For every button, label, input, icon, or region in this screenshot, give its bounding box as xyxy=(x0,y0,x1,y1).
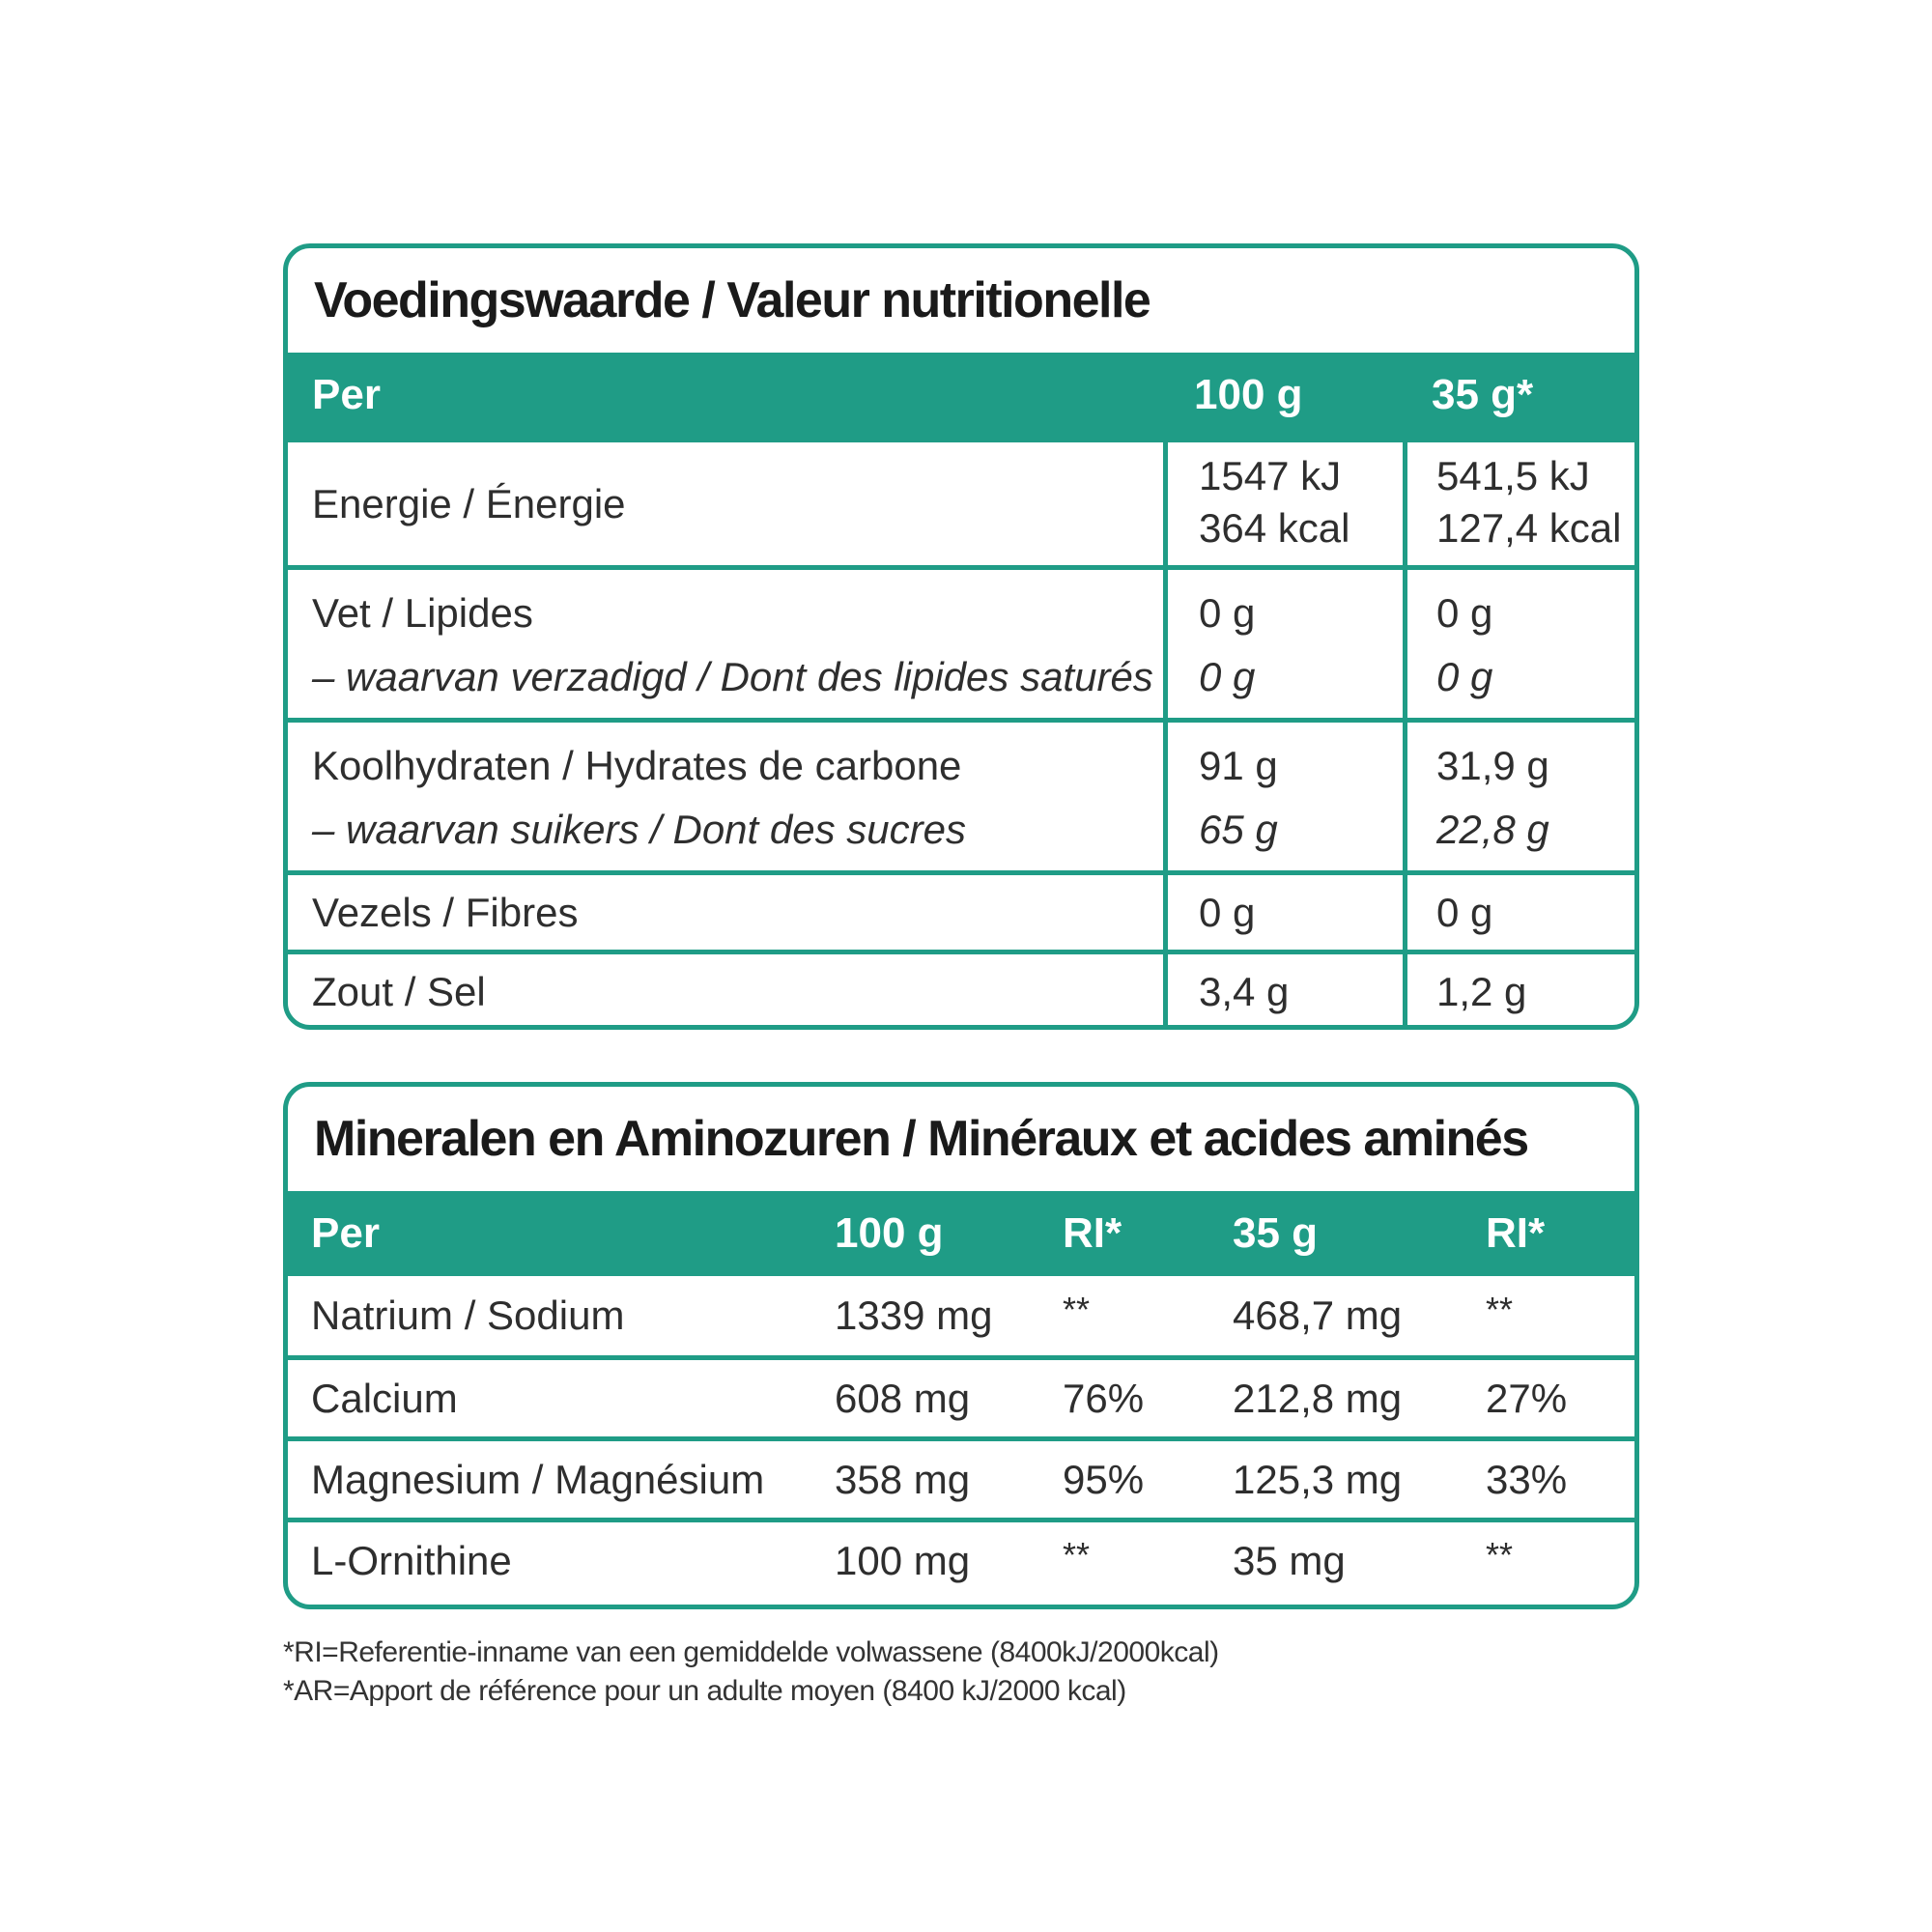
mineral-ri-100g: ** xyxy=(1063,1534,1091,1575)
carb-label-cell xyxy=(288,723,1163,870)
energy-35g xyxy=(1403,442,1634,565)
mineral-35g-value: 35 mg xyxy=(1233,1537,1346,1583)
table-row xyxy=(288,1518,1634,1599)
fiber-label: Vezels / Fibres xyxy=(312,889,579,935)
minerals-title: Mineralen en Aminozuren / Minéraux et acides aminés xyxy=(314,1111,1528,1167)
mineral-ri-100g: ** xyxy=(1063,1290,1091,1329)
minerals-header-ri-35g: RI* xyxy=(1486,1209,1546,1257)
header-100g: 100 g xyxy=(1194,371,1303,418)
minerals-header-per: Per xyxy=(311,1209,380,1257)
salt-100g-value: 3,4 g xyxy=(1163,954,1403,1029)
minerals-header-35g: 35 g xyxy=(1233,1209,1319,1257)
nutrition-table xyxy=(283,243,1639,1030)
mineral-100g-value: 608 mg xyxy=(835,1375,971,1421)
mineral-100g-value: 358 mg xyxy=(835,1456,971,1502)
row-energy xyxy=(288,438,1634,565)
mineral-100g-value: 1339 mg xyxy=(835,1293,993,1338)
footnote-ri-nl: *RI=Referentie-inname van een gemiddelde volwassene (8400kJ/2000kcal) xyxy=(283,1636,1219,1668)
carb-35g xyxy=(1403,723,1634,870)
energy-label: Energie / Énergie xyxy=(312,480,626,526)
nutrition-title: Voedingswaarde / Valeur nutritionelle xyxy=(314,272,1151,328)
header-per: Per xyxy=(312,371,381,418)
table-row xyxy=(288,1355,1634,1436)
row-fat xyxy=(288,565,1634,718)
minerals-table xyxy=(283,1082,1639,1609)
row-salt xyxy=(288,950,1634,1029)
row-carbohydrates xyxy=(288,718,1634,870)
mineral-35g-value: 125,3 mg xyxy=(1233,1456,1403,1502)
header-35g: 35 g* xyxy=(1432,371,1534,418)
fat-100g xyxy=(1163,570,1403,718)
fat-saturated-label: – waarvan verzadigd / Dont des lipides saturés xyxy=(312,654,1153,699)
carb-100g-value: 91 g xyxy=(1199,743,1278,788)
nutrition-header xyxy=(288,353,1634,438)
fat-35g-value: 0 g xyxy=(1436,590,1493,636)
energy-100g xyxy=(1163,442,1403,565)
minerals-header-ri-100g: RI* xyxy=(1063,1209,1122,1257)
row-fiber xyxy=(288,870,1634,950)
fat-100g-value: 0 g xyxy=(1199,590,1256,636)
mineral-100g-value: 100 mg xyxy=(835,1537,971,1583)
energy-100g-kcal: 364 kcal xyxy=(1199,505,1350,551)
energy-35g-kcal: 127,4 kcal xyxy=(1436,505,1622,551)
energy-35g-kj: 541,5 kJ xyxy=(1436,453,1590,498)
mineral-ri-100g: 76% xyxy=(1063,1375,1145,1421)
footnote-ar-fr: *AR=Apport de référence pour un adulte moyen (8400 kJ/2000 kcal) xyxy=(283,1675,1126,1707)
fat-35g xyxy=(1403,570,1634,718)
mineral-label: Natrium / Sodium xyxy=(311,1293,625,1338)
carb-100g xyxy=(1163,723,1403,870)
energy-100g-kj: 1547 kJ xyxy=(1199,453,1342,498)
mineral-label: Calcium xyxy=(311,1375,458,1421)
salt-label: Zout / Sel xyxy=(312,968,486,1014)
mineral-35g-value: 212,8 mg xyxy=(1233,1375,1403,1421)
mineral-ri-35g: 33% xyxy=(1486,1456,1568,1502)
carb-label: Koolhydraten / Hydrates de carbone xyxy=(312,743,962,788)
mineral-label: Magnesium / Magnésium xyxy=(311,1456,765,1502)
fiber-35g-value: 0 g xyxy=(1403,875,1634,950)
carb-35g-value: 31,9 g xyxy=(1436,743,1549,788)
fat-label-cell xyxy=(288,570,1163,718)
sugars-100g-value: 65 g xyxy=(1199,807,1278,852)
salt-35g-value: 1,2 g xyxy=(1403,954,1634,1029)
mineral-35g-value: 468,7 mg xyxy=(1233,1293,1403,1338)
sugars-35g-value: 22,8 g xyxy=(1436,807,1549,852)
mineral-label: L-Ornithine xyxy=(311,1537,512,1583)
fat-saturated-100g-value: 0 g xyxy=(1199,654,1256,699)
table-row xyxy=(288,1436,1634,1518)
mineral-ri-100g: 95% xyxy=(1063,1456,1145,1502)
minerals-header-100g: 100 g xyxy=(835,1209,944,1257)
minerals-header xyxy=(288,1191,1634,1276)
fat-saturated-35g-value: 0 g xyxy=(1436,654,1493,699)
mineral-ri-35g: ** xyxy=(1486,1290,1514,1329)
mineral-ri-35g: ** xyxy=(1486,1534,1514,1575)
fiber-100g-value: 0 g xyxy=(1163,875,1403,950)
mineral-ri-35g: 27% xyxy=(1486,1375,1568,1421)
fat-label: Vet / Lipides xyxy=(312,590,533,636)
table-row xyxy=(288,1276,1634,1355)
sugars-label: – waarvan suikers / Dont des sucres xyxy=(312,807,966,852)
